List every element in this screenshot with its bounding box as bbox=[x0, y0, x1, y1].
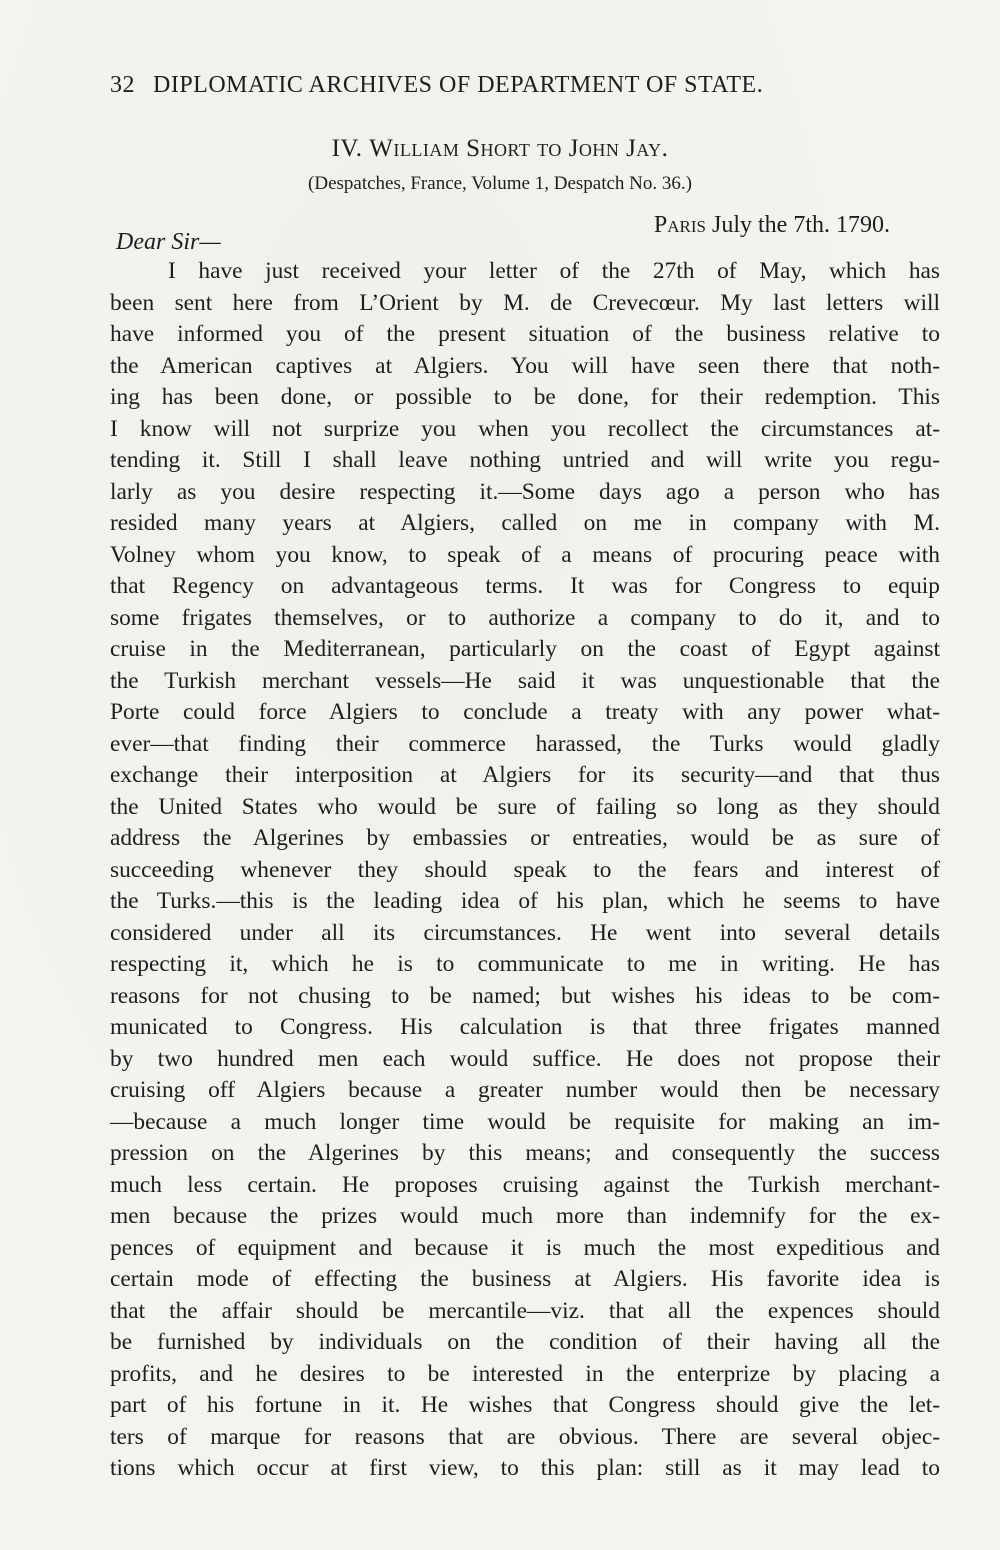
body-line: reasons for not chusing to be named; but wishes his ideas to be com- bbox=[110, 982, 940, 1009]
body-line: municated to Congress. His calculation is that three frigates manned bbox=[110, 1014, 940, 1040]
body-line: have informed you of the present situation of the business relative to bbox=[110, 321, 940, 347]
body-line: men because the prizes would much more than indemnify for the ex- bbox=[110, 1203, 940, 1229]
letter-recipient: John Jay. bbox=[568, 135, 669, 162]
letter-numeral: IV. bbox=[331, 135, 363, 162]
body-line: considered under all its circumstances. He went into several details bbox=[110, 919, 940, 946]
body-line: much less certain. He proposes cruising against the Turkish merchant- bbox=[110, 1171, 940, 1198]
salutation: Dear Sir— bbox=[116, 229, 221, 255]
body-line: by two hundred men each would suffice. He does not propose their bbox=[110, 1045, 940, 1072]
body-line: I have just received your letter of the 27th of May, which has bbox=[168, 258, 940, 284]
date-place: Paris bbox=[653, 212, 706, 238]
body-line: tions which occur at first view, to this plan: still as it may lead to bbox=[110, 1455, 940, 1481]
body-line: I know will not surprize you when you recollect the circumstances at- bbox=[110, 415, 940, 442]
body-line: pences of equipment and because it is much the most expeditious and bbox=[110, 1234, 940, 1261]
body-line: the United States who would be sure of failing so long as they should bbox=[110, 793, 940, 820]
body-line: respecting it, which he is to communicate to me in writing. He has bbox=[110, 951, 940, 977]
body-line: succeeding whenever they should speak to the fears and interest of bbox=[110, 856, 940, 883]
body-line: Volney whom you know, to speak of a means of procuring peace with bbox=[110, 541, 940, 568]
body-line: part of his fortune in it. He wishes that Congress should give the let- bbox=[110, 1392, 940, 1418]
body-line: the Turkish merchant vessels—He said it was unquestionable that the bbox=[110, 667, 940, 694]
body-line: —because a much longer time would be requisite for making an im- bbox=[110, 1108, 940, 1135]
running-title: DIPLOMATIC ARCHIVES OF DEPARTMENT OF STATE. bbox=[153, 72, 764, 98]
running-head bbox=[110, 72, 890, 99]
body-line: Porte could force Algiers to conclude a treaty with any power what- bbox=[110, 699, 940, 725]
body-line: ters of marque for reasons that are obvious. There are several objec- bbox=[110, 1423, 940, 1450]
page-number: 32 bbox=[110, 72, 135, 98]
body-line: that the affair should be mercantile—viz. that all the expences should bbox=[110, 1297, 940, 1324]
body-line: tending it. Still I shall leave nothing untried and will write you regu- bbox=[110, 447, 940, 473]
dateline bbox=[654, 212, 890, 239]
body-line: address the Algerines by embassies or entreaties, would be as sure of bbox=[110, 825, 940, 851]
letter-body bbox=[110, 256, 940, 1485]
body-line: resided many years at Algiers, called on me in company with M. bbox=[110, 510, 940, 536]
date-text: July the 7th. 1790. bbox=[712, 212, 890, 238]
body-line: ing has been done, or possible to be done, for their redemption. This bbox=[110, 384, 940, 410]
body-line: the Turks.—this is the leading idea of his plan, which he seems to have bbox=[110, 888, 940, 914]
body-line: pression on the Algerines by this means; and consequently the success bbox=[110, 1140, 940, 1166]
body-line: certain mode of effecting the business at Algiers. His favorite idea is bbox=[110, 1266, 940, 1292]
letter-to-word: to bbox=[537, 135, 562, 162]
body-line: some frigates themselves, or to authorize a company to do it, and to bbox=[110, 604, 940, 631]
letter-author: William Short bbox=[369, 135, 531, 162]
body-line: cruise in the Mediterranean, particularly on the coast of Egypt against bbox=[110, 636, 940, 662]
body-line: exchange their interposition at Algiers for its security—and that thus bbox=[110, 762, 940, 788]
body-line: the American captives at Algiers. You will have seen there that noth- bbox=[110, 352, 940, 379]
body-line: be furnished by individuals on the condition of their having all the bbox=[110, 1329, 940, 1355]
body-line: cruising off Algiers because a greater number would then be necessary bbox=[110, 1077, 940, 1103]
letter-title bbox=[0, 135, 1000, 163]
body-line: ever—that finding their commerce harassed, the Turks would gladly bbox=[110, 730, 940, 757]
body-line: that Regency on advantageous terms. It was for Congress to equip bbox=[110, 573, 940, 599]
body-line: been sent here from L’Orient by M. de Crevecœur. My last letters will bbox=[110, 289, 940, 316]
letter-source: (Despatches, France, Volume 1, Despatch No. 36.) bbox=[308, 173, 692, 194]
body-line: profits, and he desires to be interested in the enterprize by placing a bbox=[110, 1360, 940, 1387]
body-line: larly as you desire respecting it.—Some days ago a person who has bbox=[110, 478, 940, 505]
